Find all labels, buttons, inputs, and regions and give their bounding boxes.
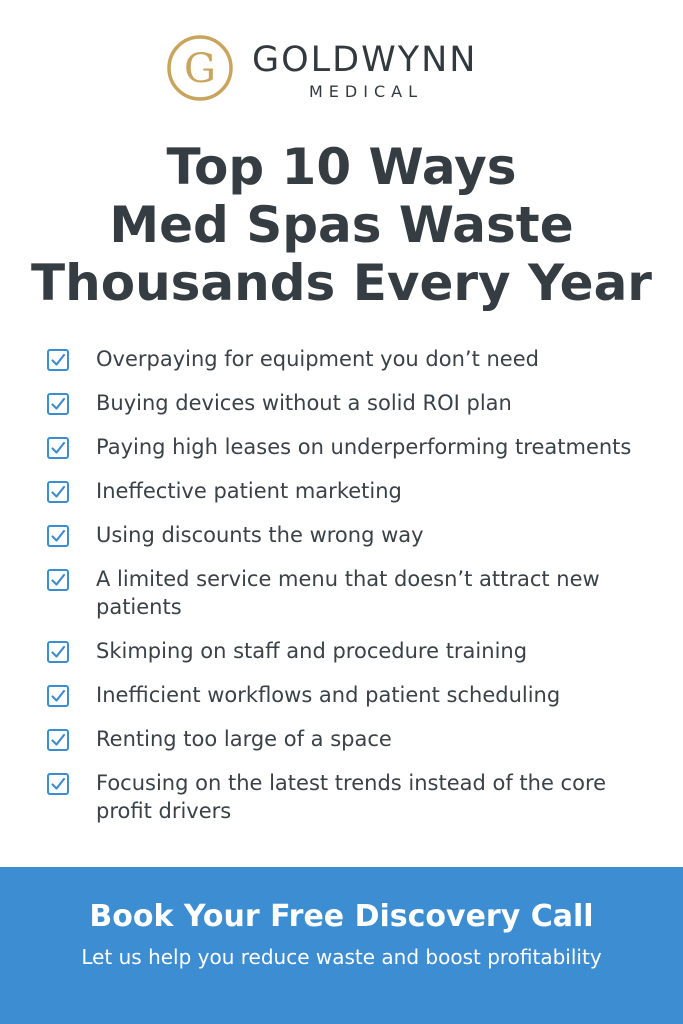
checkbox-checked-icon <box>46 436 70 460</box>
list-item <box>46 565 676 621</box>
list-item-text: Buying devices without a solid ROI plan <box>96 391 512 415</box>
title-line-3: Thousands Every Year <box>31 254 652 312</box>
brand-subtitle: MEDICAL <box>309 82 423 101</box>
goldwynn-g-logo-icon <box>166 34 234 102</box>
brand-name: GOLDWYNN <box>252 40 478 80</box>
title-line-2: Med Spas Waste <box>109 196 574 254</box>
list-item-text: Paying high leases on underperforming treatments <box>96 435 632 459</box>
checkbox-checked-icon <box>46 640 70 664</box>
list-item-text: Renting too large of a space <box>96 727 392 751</box>
page-title <box>0 138 683 312</box>
list-item-text: Inefficient workflows and patient scheduling <box>96 683 561 707</box>
cta-subtitle: Let us help you reduce waste and boost profitability <box>81 945 602 969</box>
checkbox-checked-icon <box>46 728 70 752</box>
list-item <box>46 637 676 665</box>
list-item <box>46 681 676 709</box>
list-item <box>46 725 676 753</box>
checkbox-checked-icon <box>46 684 70 708</box>
list-item <box>46 477 676 505</box>
list-item-text: Overpaying for equipment you don’t need <box>96 347 539 371</box>
list-item <box>46 521 676 549</box>
list-item-text: Skimping on staff and procedure training <box>96 639 528 663</box>
title-line-1: Top 10 Ways <box>166 138 517 196</box>
cta-banner[interactable] <box>0 867 683 1024</box>
cta-title[interactable]: Book Your Free Discovery Call <box>89 899 594 934</box>
list-item <box>46 433 676 461</box>
list-item <box>46 389 676 417</box>
checkbox-checked-icon <box>46 348 70 372</box>
checkbox-checked-icon <box>46 480 70 504</box>
waste-list <box>46 345 676 841</box>
checkbox-checked-icon <box>46 568 70 592</box>
checkbox-checked-icon <box>46 772 70 796</box>
list-item-text: Using discounts the wrong way <box>96 523 424 547</box>
list-item <box>46 769 676 825</box>
svg-text:G: G <box>184 46 216 92</box>
list-item-text: Focusing on the latest trends instead of the core profit drivers <box>96 771 607 823</box>
brand-logo <box>0 34 683 106</box>
checkbox-checked-icon <box>46 392 70 416</box>
list-item-text: Ineffective patient marketing <box>96 479 402 503</box>
list-item-text: A limited service menu that doesn’t attract new patients <box>96 567 600 619</box>
list-item <box>46 345 676 373</box>
checkbox-checked-icon <box>46 524 70 548</box>
